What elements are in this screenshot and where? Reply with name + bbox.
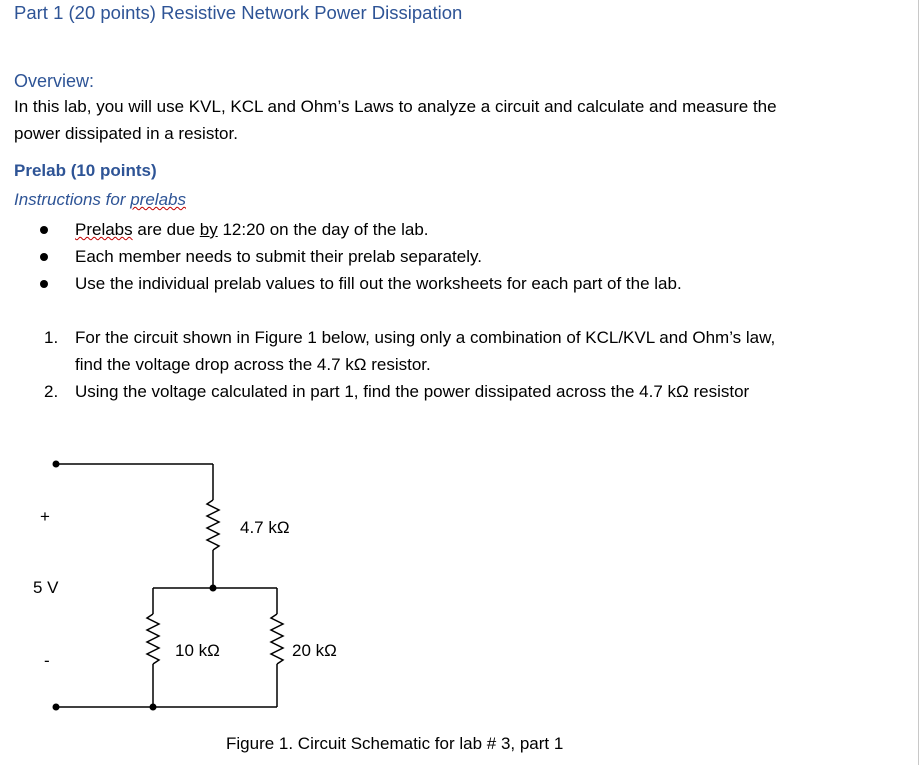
question-number: 2.	[44, 382, 59, 401]
overview-heading: Overview:	[14, 71, 95, 91]
instructions-word: prelabs	[130, 190, 186, 209]
figure-caption: Figure 1. Circuit Schematic for lab # 3, part 1	[226, 734, 564, 753]
resistor-4-7k	[207, 500, 219, 550]
bullet-item	[40, 243, 682, 270]
prelab-instructions-heading	[14, 190, 186, 210]
prelab-bullet-list	[40, 216, 682, 297]
question-number: 1.	[44, 328, 59, 347]
bullet-text: are due	[132, 220, 200, 239]
question-item	[44, 378, 804, 405]
bullet-text: 12:20 on the day of the lab.	[217, 220, 429, 239]
instructions-prefix: Instructions for	[14, 190, 131, 209]
overview-text: In this lab, you will use KVL, KCL and Ohm’s Laws to analyze a circuit and calculate and measure the power dissipated in a resistor.	[14, 97, 777, 143]
bullet-text: Each member needs to submit their prelab separately.	[75, 247, 482, 266]
bullet-word-prelabs: Prelabs	[75, 220, 133, 239]
question-item	[44, 324, 804, 378]
resistor-10k-label: 10 kΩ	[175, 641, 220, 660]
bullet-text: Use the individual prelab values to fill out the worksheets for each part of the lab.	[75, 274, 682, 293]
bullet-dot	[40, 226, 48, 234]
resistor-20k-label: 20 kΩ	[292, 641, 337, 660]
circuit-schematic	[0, 440, 460, 740]
circuit-nodes	[53, 461, 217, 711]
bullet-word-by: by	[199, 220, 218, 239]
source-voltage-label: 5 V	[33, 578, 59, 597]
bullet-item	[40, 216, 682, 243]
circuit-wires	[56, 464, 283, 707]
part-heading: Part 1 (20 points) Resistive Network Power Dissipation	[14, 2, 463, 23]
prelab-question-list	[44, 324, 804, 405]
question-text: For the circuit shown in Figure 1 below, using only a combination of KCL/KVL and Ohm’s law, find the voltage drop across the 4.7 kΩ resistor.	[75, 328, 776, 374]
source-minus-label: -	[44, 651, 50, 670]
bullet-dot	[40, 280, 48, 288]
bullet-dot	[40, 253, 48, 261]
resistor-10k	[147, 614, 159, 664]
resistor-20k	[271, 614, 283, 664]
bullet-item	[40, 270, 682, 297]
source-plus-label: +	[40, 507, 50, 526]
prelab-heading: Prelab (10 points)	[14, 161, 157, 180]
question-text: Using the voltage calculated in part 1, find the power dissipated across the 4.7 kΩ resistor	[75, 382, 750, 401]
resistor-4-7k-label: 4.7 kΩ	[240, 518, 290, 537]
